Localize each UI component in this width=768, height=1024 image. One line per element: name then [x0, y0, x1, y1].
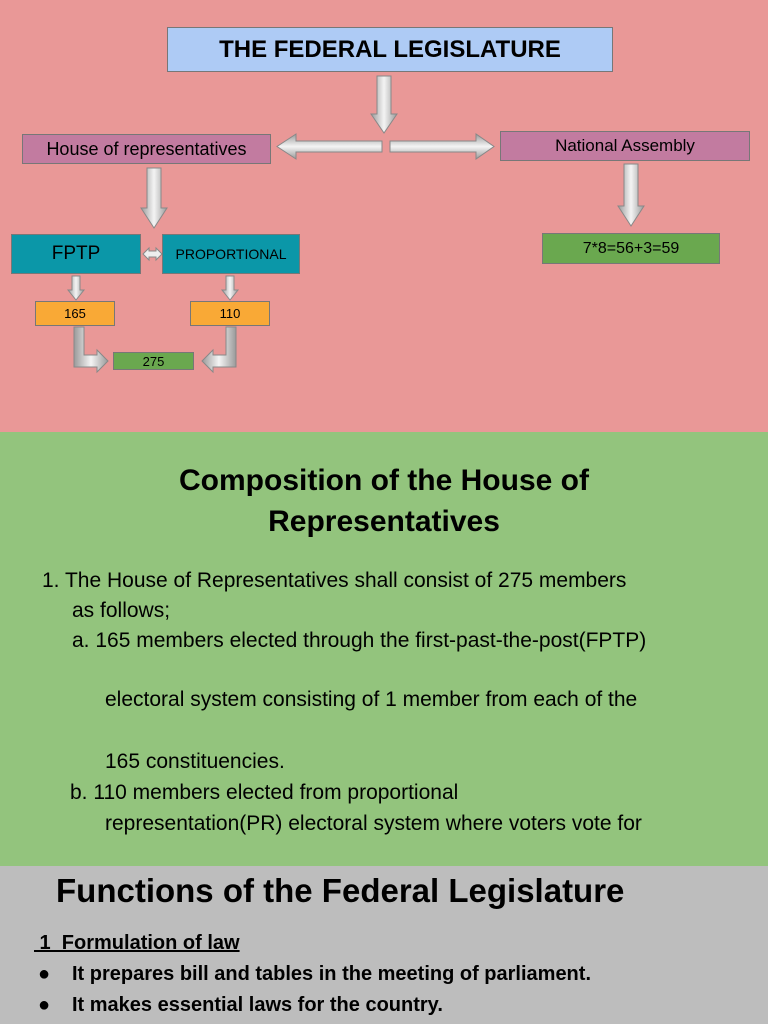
composition-line: as follows;: [72, 599, 171, 622]
fptp-count: 165: [64, 306, 86, 321]
composition-title: [0, 460, 768, 542]
na-formula: 7*8=56+3=59: [582, 239, 680, 257]
bullet-text: It makes essential laws for the country.: [72, 994, 443, 1016]
functions-panel: [0, 866, 768, 1024]
proportional-label: PROPORTIONAL: [175, 246, 287, 262]
fptp-label: FPTP: [51, 243, 101, 264]
arrow-down-fptp: [68, 276, 84, 300]
proportional-box: [162, 234, 300, 274]
house-label: House of representatives: [46, 138, 247, 159]
functions-subheading: 1 Formulation of law: [34, 932, 240, 954]
arrow-double-fptp-pr: [143, 248, 162, 260]
arrow-down-na: [618, 164, 644, 226]
legislature-title-box: [167, 27, 613, 72]
arrow-down-title: [371, 76, 397, 133]
arrow-down-pr: [222, 276, 238, 300]
total-box: [113, 352, 194, 370]
composition-line: b. 110 members elected from proportional: [70, 781, 459, 804]
arrow-elbow-165: [74, 327, 108, 372]
composition-title-line1: Composition of the House of: [179, 464, 589, 497]
na-formula-box: [542, 233, 720, 264]
arrow-down-house: [141, 168, 167, 228]
functions-title: Functions of the Federal Legislature: [56, 872, 625, 909]
composition-panel: [0, 432, 768, 866]
bullet-dot-icon: ●: [38, 963, 51, 985]
composition-line: electoral system consisting of 1 member from each of the: [105, 688, 638, 711]
composition-line: representation(PR) electoral system where voters vote for: [105, 812, 642, 835]
proportional-count-box: [190, 301, 270, 326]
fptp-box: [11, 234, 141, 274]
arrow-left-house: [277, 134, 382, 159]
total-count: 275: [142, 353, 165, 369]
bullet-text: It prepares bill and tables in the meeting of parliament.: [72, 963, 591, 985]
diagram-panel: [0, 0, 768, 432]
fptp-count-box: [35, 301, 115, 326]
bullet-item: [38, 994, 443, 1017]
composition-line: a. 165 members elected through the first-past-the-post(FPTP): [72, 629, 647, 652]
bullet-dot-icon: ●: [38, 994, 51, 1016]
legislature-title: THE FEDERAL LEGISLATURE: [219, 35, 561, 63]
bullet-item: [38, 963, 591, 986]
proportional-count: 110: [219, 306, 241, 321]
composition-title-line2: Representatives: [268, 505, 500, 538]
national-assembly-label: National Assembly: [555, 136, 695, 155]
composition-line: 1. The House of Representatives shall consist of 275 members: [42, 569, 627, 592]
composition-line: 165 constituencies.: [105, 750, 285, 773]
arrow-elbow-110: [202, 327, 236, 372]
national-assembly-box: [500, 131, 750, 161]
arrow-right-na: [390, 134, 494, 159]
house-of-representatives-box: [22, 134, 271, 164]
